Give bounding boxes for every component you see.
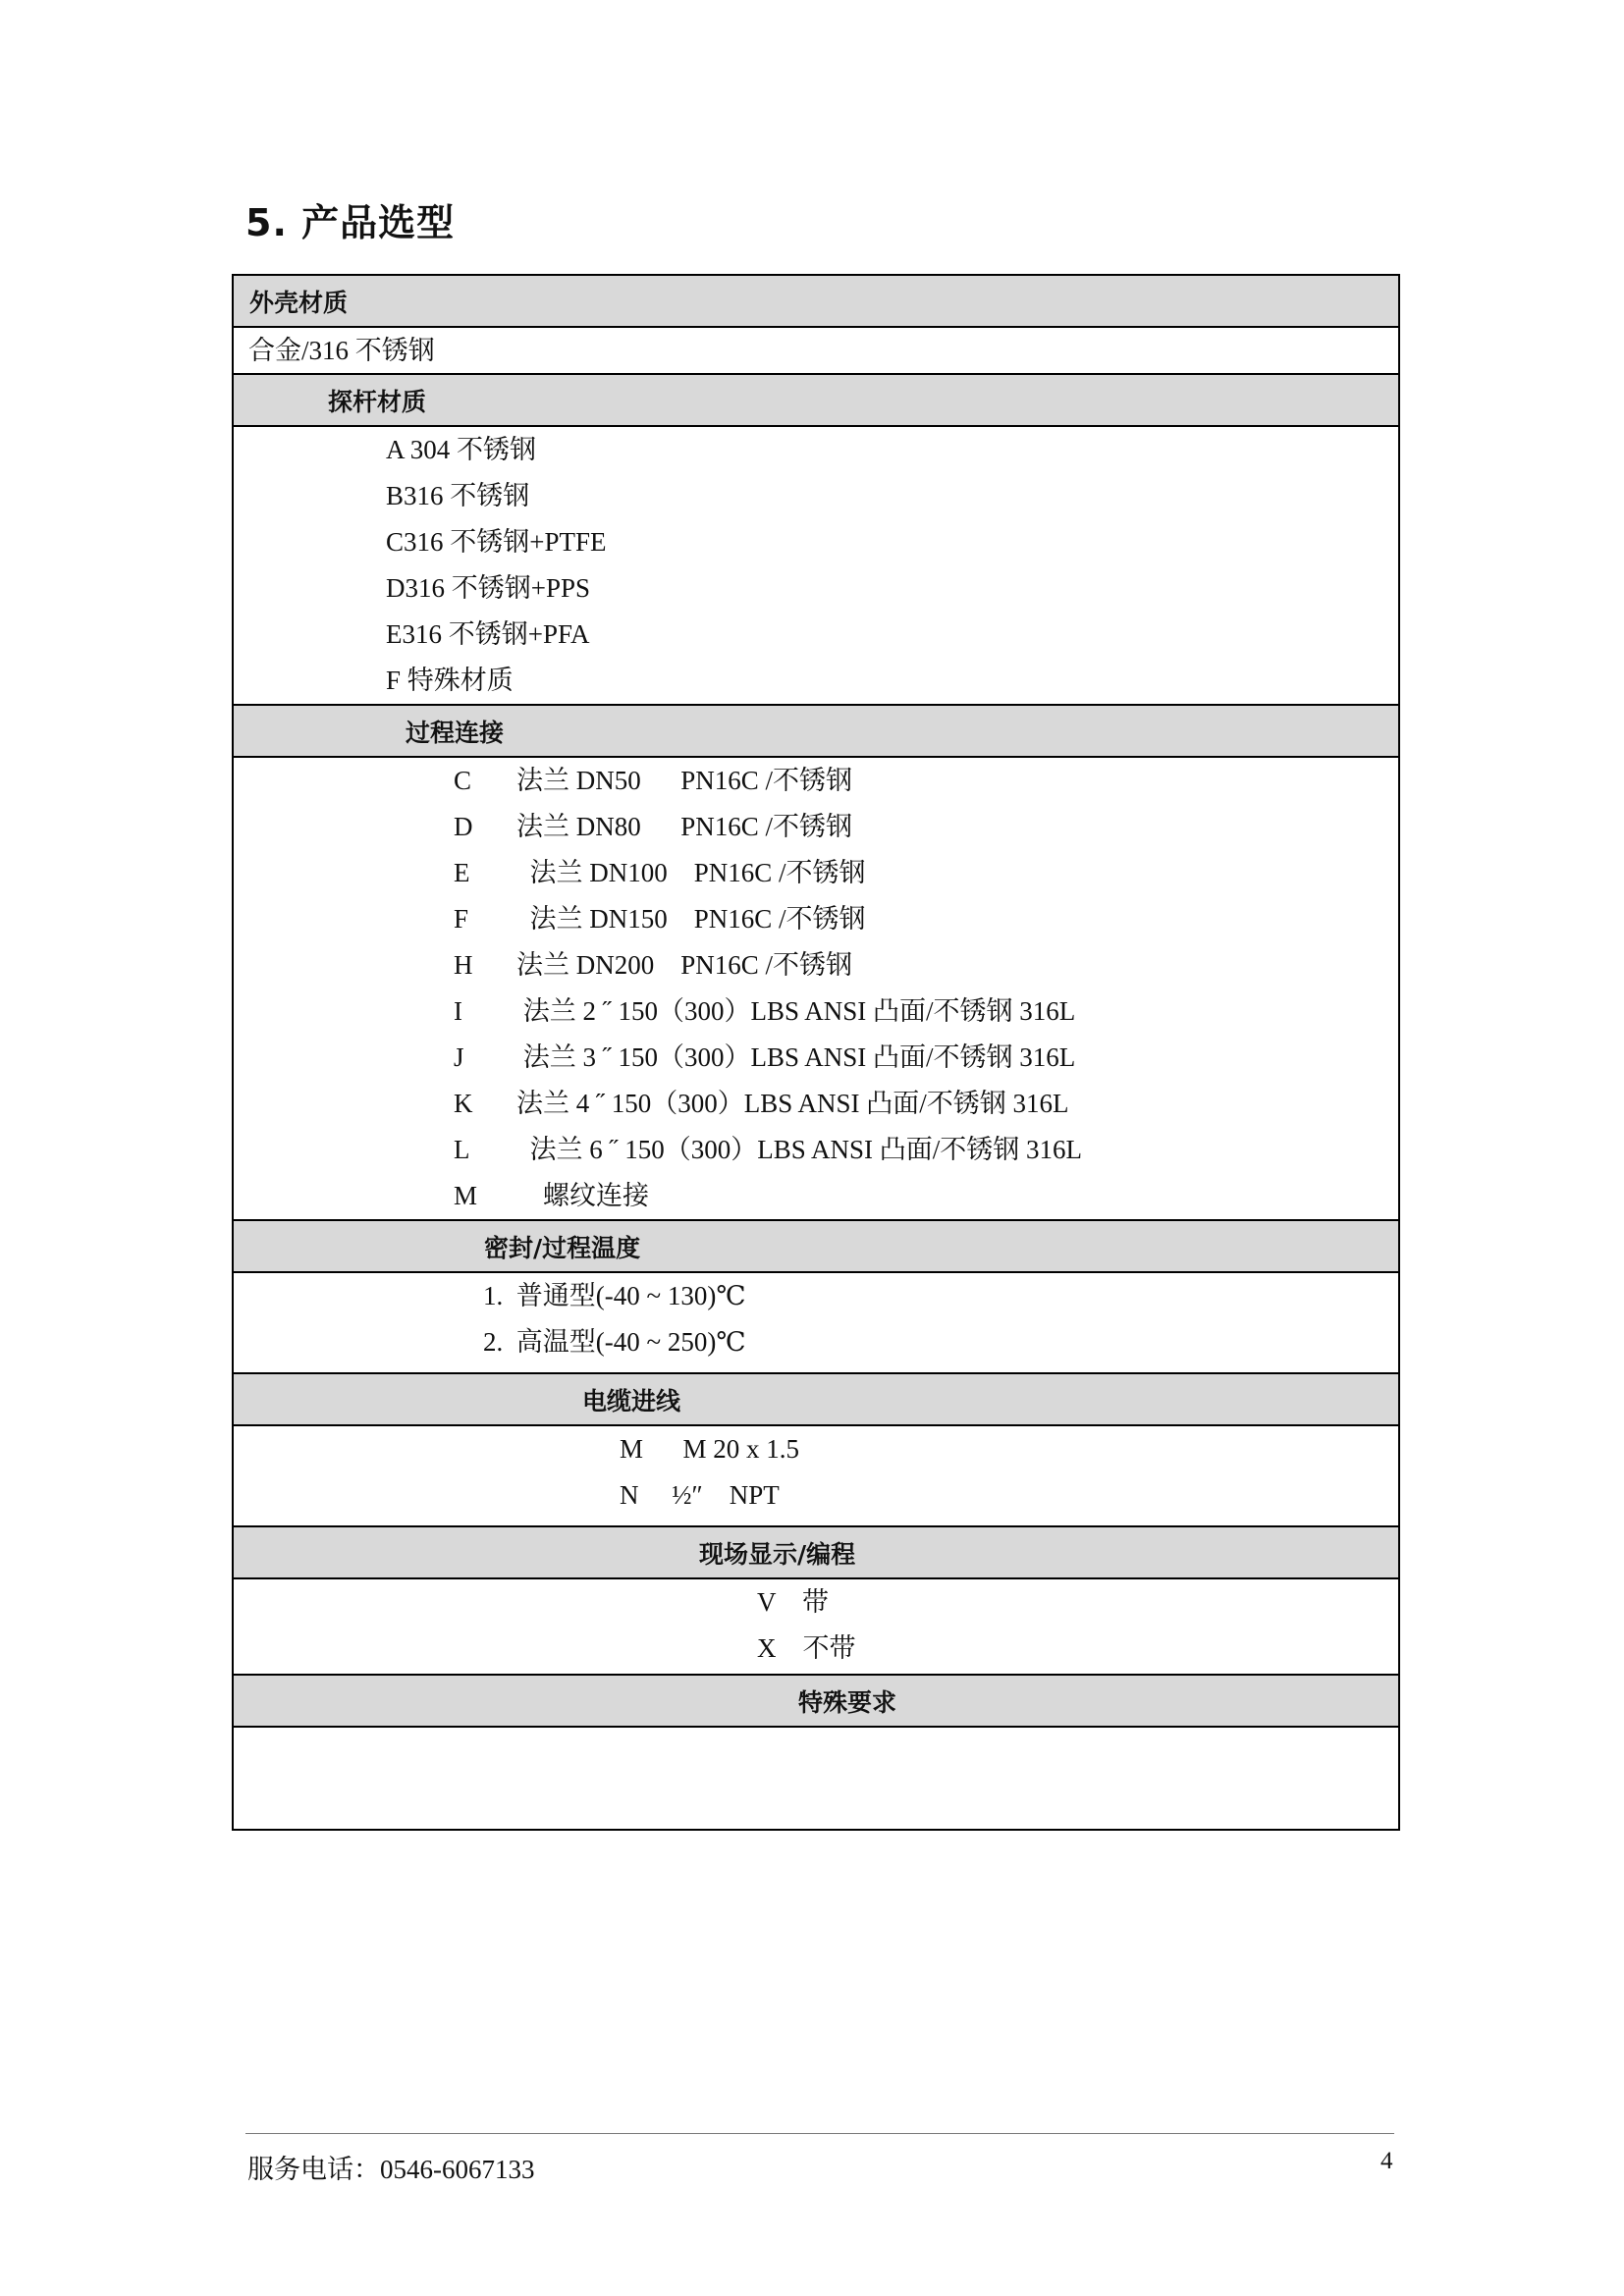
footer-divider (245, 2133, 1394, 2134)
list-item: D316 不锈钢+PPS (386, 573, 591, 603)
list-item: F 特殊材质 (386, 666, 514, 695)
list-item: C316 不锈钢+PTFE (386, 527, 607, 557)
option-code: I (454, 996, 462, 1026)
list-item (454, 988, 1398, 1035)
list-item: 2. 高温型(-40 ~ 250)℃ (483, 1327, 746, 1357)
section-header-cable-entry (234, 1374, 1398, 1426)
option-text: 法兰 DN200 PN16C /不锈钢 (516, 950, 853, 980)
option-text: 法兰 DN100 PN16C /不锈钢 (516, 858, 866, 887)
list-item (454, 1127, 1398, 1173)
list-item (454, 1081, 1398, 1127)
section-header-label: 电缆进线 (582, 1386, 681, 1415)
list-item: X 不带 (757, 1633, 856, 1663)
option-code: E (454, 858, 470, 887)
option-code: H (454, 950, 473, 980)
section-header-label: 特殊要求 (798, 1687, 897, 1717)
option-code: F (454, 904, 469, 934)
section-body-process-connection (234, 758, 1398, 1221)
option-text: 螺纹连接 (516, 1181, 649, 1210)
list-item: V 带 (757, 1587, 830, 1617)
list-item (454, 942, 1398, 988)
list-item: E316 不锈钢+PFA (386, 619, 590, 649)
section-header-label: 过程连接 (406, 718, 505, 747)
list-item (454, 1173, 1398, 1219)
list-item (454, 850, 1398, 896)
list-item: A 304 不锈钢 (386, 435, 537, 464)
section-header-process-connection (234, 706, 1398, 758)
section-header-seal-temperature (234, 1221, 1398, 1273)
list-item (454, 896, 1398, 942)
option-code: C (454, 766, 472, 795)
section-header-label: 现场显示/编程 (699, 1539, 856, 1569)
section-header-local-display (234, 1527, 1398, 1579)
section-body-local-display (234, 1579, 1398, 1676)
option-text: 法兰 2 ˝ 150（300）LBS ANSI 凸面/不锈钢 316L (516, 996, 1076, 1026)
product-selection-table (232, 274, 1400, 1831)
option-text: 法兰 3 ˝ 150（300）LBS ANSI 凸面/不锈钢 316L (516, 1042, 1076, 1072)
section-header-probe-material (234, 375, 1398, 427)
section-body-seal-temperature (234, 1273, 1398, 1374)
section-body-housing-material (234, 328, 1398, 375)
list-item: M M 20 x 1.5 (620, 1434, 800, 1464)
option-text: 法兰 DN150 PN16C /不锈钢 (516, 904, 866, 934)
section-header-label: 探杆材质 (328, 387, 427, 416)
list-item (454, 758, 1398, 804)
option-code: J (454, 1042, 464, 1072)
section-header-label: 外壳材质 (249, 288, 349, 317)
section-body-cable-entry (234, 1426, 1398, 1527)
list-item: 合金/316 不锈钢 (248, 336, 435, 365)
page-title: 5. 产品选型 (245, 201, 456, 244)
option-code: L (454, 1135, 470, 1164)
option-code: K (454, 1089, 473, 1118)
option-text: 法兰 4 ˝ 150（300）LBS ANSI 凸面/不锈钢 316L (516, 1089, 1069, 1118)
section-header-special-requirements (234, 1676, 1398, 1728)
section-body-special-requirements (234, 1728, 1398, 1829)
option-code: M (454, 1181, 478, 1210)
list-item (454, 804, 1398, 850)
section-body-probe-material (234, 427, 1398, 706)
option-code: D (454, 812, 473, 841)
footer-service-phone: 服务电话：0546-6067133 (247, 2155, 535, 2184)
list-item: B316 不锈钢 (386, 481, 530, 510)
list-item: N ½″ NPT (620, 1480, 780, 1510)
option-text: 法兰 DN50 PN16C /不锈钢 (516, 766, 853, 795)
option-text: 法兰 6 ˝ 150（300）LBS ANSI 凸面/不锈钢 316L (516, 1135, 1083, 1164)
list-item (454, 1035, 1398, 1081)
option-text: 法兰 DN80 PN16C /不锈钢 (516, 812, 853, 841)
section-header-housing-material (234, 276, 1398, 328)
section-header-label: 密封/过程温度 (484, 1233, 641, 1262)
page-number: 4 (1380, 2148, 1393, 2174)
list-item: 1. 普通型(-40 ~ 130)℃ (483, 1281, 746, 1310)
